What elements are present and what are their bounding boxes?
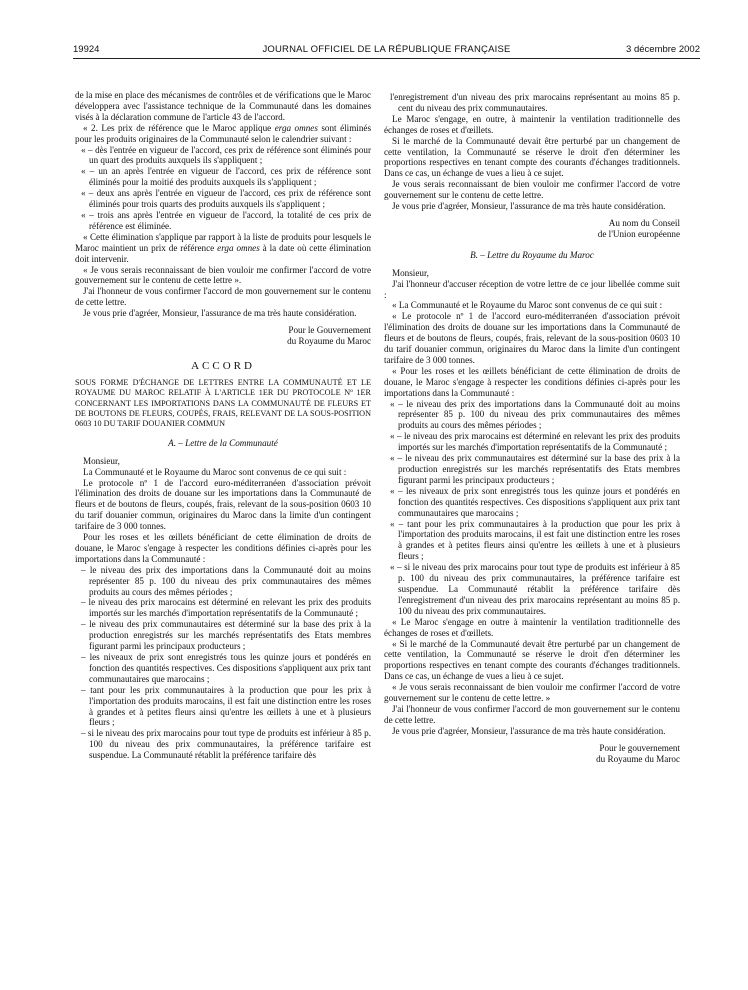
left-column (75, 90, 371, 761)
paragraph: Le Maroc s'engage, en outre, à maintenir la ventilation traditionnelle des échanges de roses et d'œillets. (384, 113, 680, 135)
list-item: « – trois ans après l'entrée en vigueur de l'accord, la totalité de ces prix de référence est éliminée. (81, 209, 371, 231)
header-rule (73, 58, 700, 59)
list-item: « – dès l'entrée en vigueur de l'accord, ces prix de référence sont éliminés pour un quart des produits auxquels ils s'appliquent ; (81, 144, 371, 166)
paragraph: J'ai l'honneur d'accuser réception de votre lettre de ce jour libellée comme suit : (384, 278, 680, 300)
paragraph: « Pour les roses et les œillets bénéficiant de cette élimination de droits de douane, le Maroc s'engage à respecter les conditions définies ci-après pour les importations dans la Communauté : (384, 365, 680, 398)
paragraph: Pour les roses et les œillets bénéficiant de cette élimination de droits de douane, le Maroc s'engage à respecter les conditions définies ci-après pour les importations dans la Communauté : (75, 532, 371, 564)
paragraph: « La Communauté et le Royaume du Maroc sont convenus de ce qui suit : (392, 300, 663, 311)
paragraph: « Si le marché de la Communauté devait être perturbé par un changement de cette ventilation, la Communauté se réserve le droit d'en déterminer les proportions respectives en tenant compte des courants d'échanges traditionnels. Dans ce cas, un échange de vues a lieu à ce sujet. (384, 638, 680, 682)
list-item: « – tant pour les prix communautaires à la production que pour les prix à l'importation des produits marocains, il est fait une distinction entre les roses à grandes et à petites fleurs ainsi qu'entre les œillets à une et à plusieurs fleurs ; (390, 518, 680, 562)
right-column (384, 92, 680, 764)
signature-line: Pour le Gouvernement (288, 325, 371, 336)
paragraph: « Je vous serais reconnaissant de bien vouloir me confirmer l'accord de votre gouvernement sur le contenu de cette lettre. » (384, 682, 680, 704)
list-item: – le niveau des prix des importations dans la Communauté doit au moins représenter 85 p. 100 du niveau des prix communautaires des mêmes produits au cours des mêmes périodes ; (81, 564, 371, 597)
signature-line: du Royaume du Maroc (596, 753, 680, 764)
list-item: l'enregistrement d'un niveau des prix marocains représentant au moins 85 p. cent du niveau des prix communautaires. (390, 92, 680, 113)
list-item: « – le niveau des prix marocains est déterminé en relevant les prix des produits importés sur les marchés d'importation représentatifs de la Communauté ; (390, 431, 680, 453)
list-item: – si le niveau des prix marocains pour tout type de produits est inférieur à 85 p. 100 du niveau des prix communautaires, la préférence tarifaire est suspendue. La Communauté rétablit la préférence tarifaire dès (81, 728, 371, 761)
signature-line: Pour le gouvernement (599, 742, 680, 753)
signature-line: du Royaume du Maroc (287, 335, 371, 346)
paragraph: Le protocole nº 1 de l'accord euro-méditerranéen d'association prévoit l'élimination des droits de douane sur les importations dans la Communauté de fleurs et de boutons de fleurs, coupés, frais, relevant de la sous-position 0603 10 du tarif douanier commun, originaires du Maroc dans la limite d'un contingent tarifaire de 3 000 tonnes. (75, 477, 371, 532)
salutation: Monsieur, (83, 455, 120, 466)
list-item: – tant pour les prix communautaires à la production que pour les prix à l'importation des produits marocains, il est fait une distinction entre les roses à grandes et à petites fleurs ainsi qu'entre les œillets à une et à plusieurs fleurs ; (81, 684, 371, 728)
paragraph: Si le marché de la Communauté devait être perturbé par un changement de cette ventilation, la Communauté se réserve le droit d'en déterminer les proportions respectives en tenant compte des courants d'échanges traditionnels. Dans ce cas, un échange de vues a lieu à ce sujet. (384, 135, 680, 179)
signature-line: de l'Union européenne (597, 228, 680, 239)
letter-heading: A. – Lettre de la Communauté (168, 437, 278, 448)
salutation: Monsieur, (392, 267, 429, 278)
letter-heading: B. – Lettre du Royaume du Maroc (470, 249, 594, 260)
list-item: « – deux ans après l'entrée en vigueur de l'accord, ces prix de référence sont éliminés pour trois quarts des produits auxquels ils s'appliquent ; (81, 188, 371, 210)
paragraph: Je vous serais reconnaissant de bien vouloir me confirmer l'accord de votre gouvernement sur le contenu de cette lettre. (384, 179, 680, 201)
paragraph: Je vous prie d'agréer, Monsieur, l'assurance de ma très haute considération. (392, 725, 666, 736)
accord-title: ACCORD (191, 359, 255, 372)
journal-title: JOURNAL OFFICIEL DE LA RÉPUBLIQUE FRANÇAISE (262, 44, 511, 55)
paragraph: J'ai l'honneur de vous confirmer l'accord de mon gouvernement sur le contenu de cette lettre. (75, 286, 371, 308)
page-number: 19924 (73, 44, 100, 55)
issue-date: 3 décembre 2002 (626, 44, 700, 55)
paragraph: « Je vous serais reconnaissant de bien vouloir me confirmer l'accord de votre gouvernement sur le contenu de cette lettre ». (75, 264, 371, 286)
accord-subtitle: SOUS FORME D'ÉCHANGE DE LETTRES ENTRE LA COMMUNAUTÉ ET LE ROYAUME DU MAROC RELATIF À L'ARTICLE 1ER DU PROTOCOLE Nº 1ER CONCERNANT LES IMPORTATIONS DANS LA COMMUNAUTÉ DE FLEURS ET DE BOUTONS DE FLEURS, COUPÉS, FRAIS, RELEVANT DE LA SOUS-POSITION 0603 10 DU TARIF DOUANIER COMMUN (75, 377, 371, 429)
list-item: « – un an après l'entrée en vigueur de l'accord, ces prix de référence sont éliminés pour la moitié des produits auxquels ils s'appliquent ; (81, 166, 371, 188)
list-item: « – le niveau des prix des importations dans la Communauté doit au moins représenter 85 p. 100 du niveau des prix communautaires des mêmes produits au cours des mêmes périodes ; (390, 398, 680, 431)
paragraph: « Le Maroc s'engage en outre à maintenir la ventilation traditionnelle des échanges de roses et d'œillets. (384, 616, 680, 638)
list-item: « – si le niveau des prix marocains pour tout type de produits est inférieur à 85 p. 100 du niveau des prix communautaires, la préférence tarifaire est suspendue. La Communauté rétablit la préférence tarifaire dès l'enregistrement d'un niveau des prix marocains représentant au moins 85 p. 100 du niveau des prix communautaires. (390, 562, 680, 616)
paragraph: « Le protocole nº 1 de l'accord euro-méditerranéen d'association prévoit l'élimination des droits de douane sur les importations dans la Communauté de fleurs et de boutons de fleurs, coupés, frais, relevant de la sous-position 0603 10 du tarif douanier commun, originaires du Maroc dans la limite d'un contingent tarifaire de 3 000 tonnes. (384, 311, 680, 365)
list-item: – le niveau des prix communautaires est déterminé sur la base des prix à la production enregistrés sur les marchés représentatifs des Etats membres figurant parmi les principaux producteurs ; (81, 619, 371, 652)
paragraph: de la mise en place des mécanismes de contrôles et de vérifications que le Maroc développera avec l'assistance technique de la Communauté dans les domaines visés à la déclaration commune de l'article 43 de l'accord. (75, 90, 371, 122)
paragraph: « 2. Les prix de référence que le Maroc applique erga omnes sont éliminés pour les produits originaires de la Communauté selon le calendrier suivant : (75, 122, 371, 144)
paragraph: Je vous prie d'agréer, Monsieur, l'assurance de ma très haute considération. (392, 201, 666, 212)
paragraph: J'ai l'honneur de vous confirmer l'accord de mon gouvernement sur le contenu de cette lettre. (384, 703, 680, 725)
list-item: « – les niveaux de prix sont enregistrés tous les quinze jours et pondérés en fonction des quantités respectives. Ces dispositions s'appliquent aux prix tant communautaires que marocains ; (390, 485, 680, 518)
list-item: – les niveaux de prix sont enregistrés tous les quinze jours et pondérés en fonction des quantités respectives. Ces dispositions s'appliquent aux prix tant communautaires que marocains ; (81, 652, 371, 684)
signature-line: Au nom du Conseil (608, 217, 680, 228)
paragraph: « Cette élimination s'applique par rapport à la liste de produits pour lesquels le Maroc maintient un prix de référence erga omnes à la date où cette élimination doit intervenir. (75, 231, 371, 264)
list-item: « – le niveau des prix communautaires est déterminé sur la base des prix à la production enregistrés sur les marchés représentatifs des Etats membres figurant parmi les principaux producteurs ; (390, 453, 680, 485)
paragraph: Je vous prie d'agréer, Monsieur, l'assurance de ma très haute considération. (83, 308, 357, 319)
paragraph: La Communauté et le Royaume du Maroc sont convenus de ce qui suit : (83, 466, 347, 477)
page-header (73, 44, 700, 58)
list-item: – le niveau des prix marocains est déterminé en relevant les prix des produits importés sur les marchés d'importation représentatifs de la Communauté ; (81, 597, 371, 619)
